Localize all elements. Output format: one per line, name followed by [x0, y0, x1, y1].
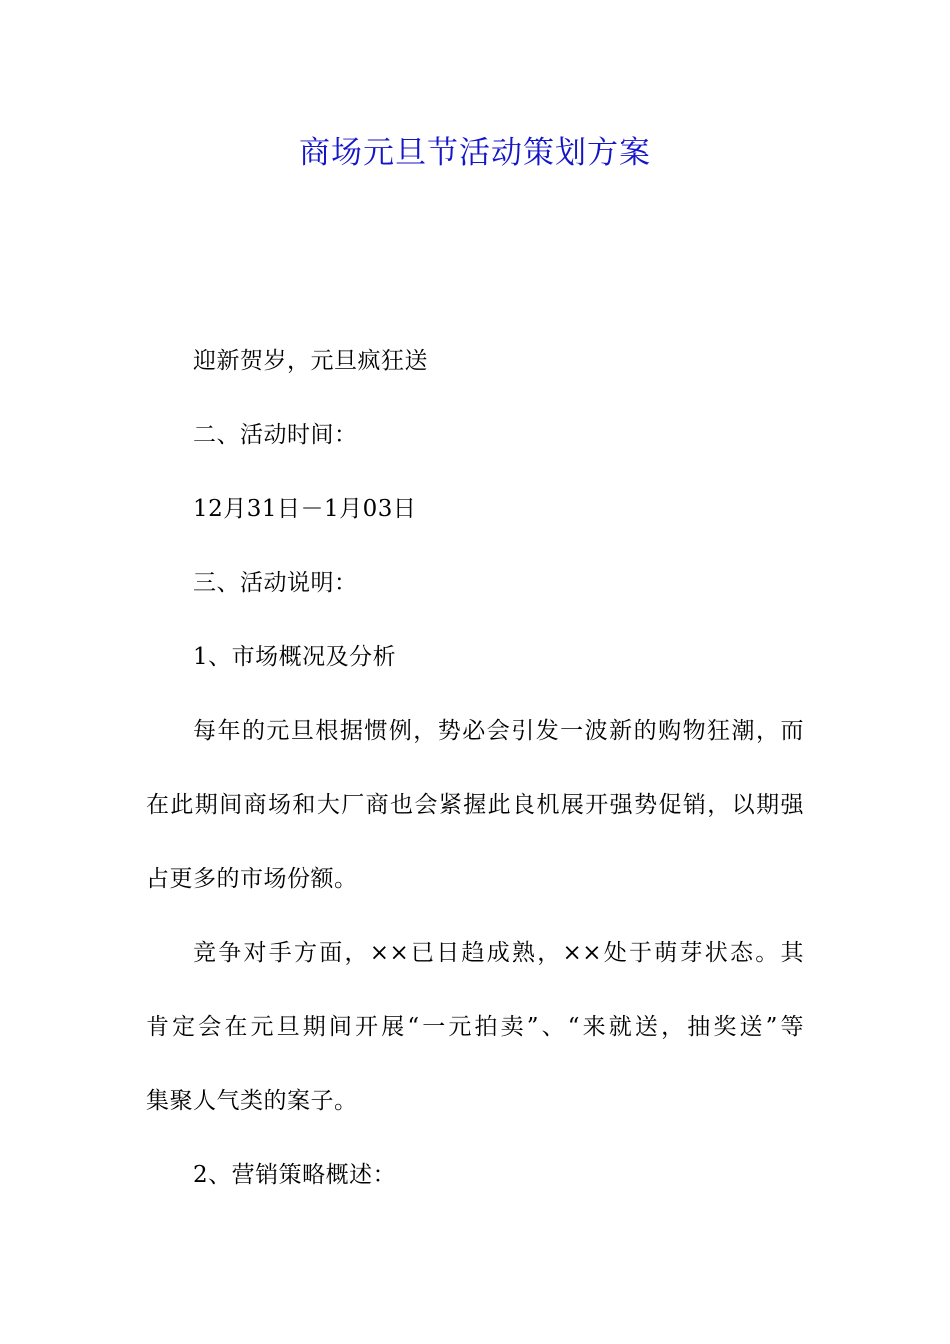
paragraph-market-line: 占更多的市场份额。: [146, 866, 358, 892]
subsection-heading-strategy: 2、营销策略概述：: [193, 1162, 397, 1188]
paragraph-slogan: 迎新贺岁，元旦疯狂送: [193, 348, 428, 374]
page-title: 商场元旦节活动策划方案: [299, 135, 651, 171]
paragraph-market-line: 每年的元旦根据惯例，势必会引发一波新的购物狂潮，而: [193, 718, 804, 744]
section-heading-time: 二、活动时间：: [193, 422, 358, 448]
activity-date-range: 12月31日－1月03日: [193, 496, 417, 522]
paragraph-competition-line: 肯定会在元旦期间开展“一元拍卖”、“来就送，抽奖送”等: [146, 1014, 804, 1040]
paragraph-competition-line: 竞争对手方面，××已日趋成熟，××处于萌芽状态。其: [193, 940, 804, 966]
paragraph-competition-line: 集聚人气类的案子。: [146, 1088, 358, 1114]
document-body: [146, 324, 806, 1212]
section-heading-description: 三、活动说明：: [193, 570, 358, 596]
subsection-heading-market: 1、市场概况及分析: [193, 644, 397, 670]
paragraph-market-line: 在此期间商场和大厂商也会紧握此良机展开强势促销，以期强: [146, 792, 804, 818]
